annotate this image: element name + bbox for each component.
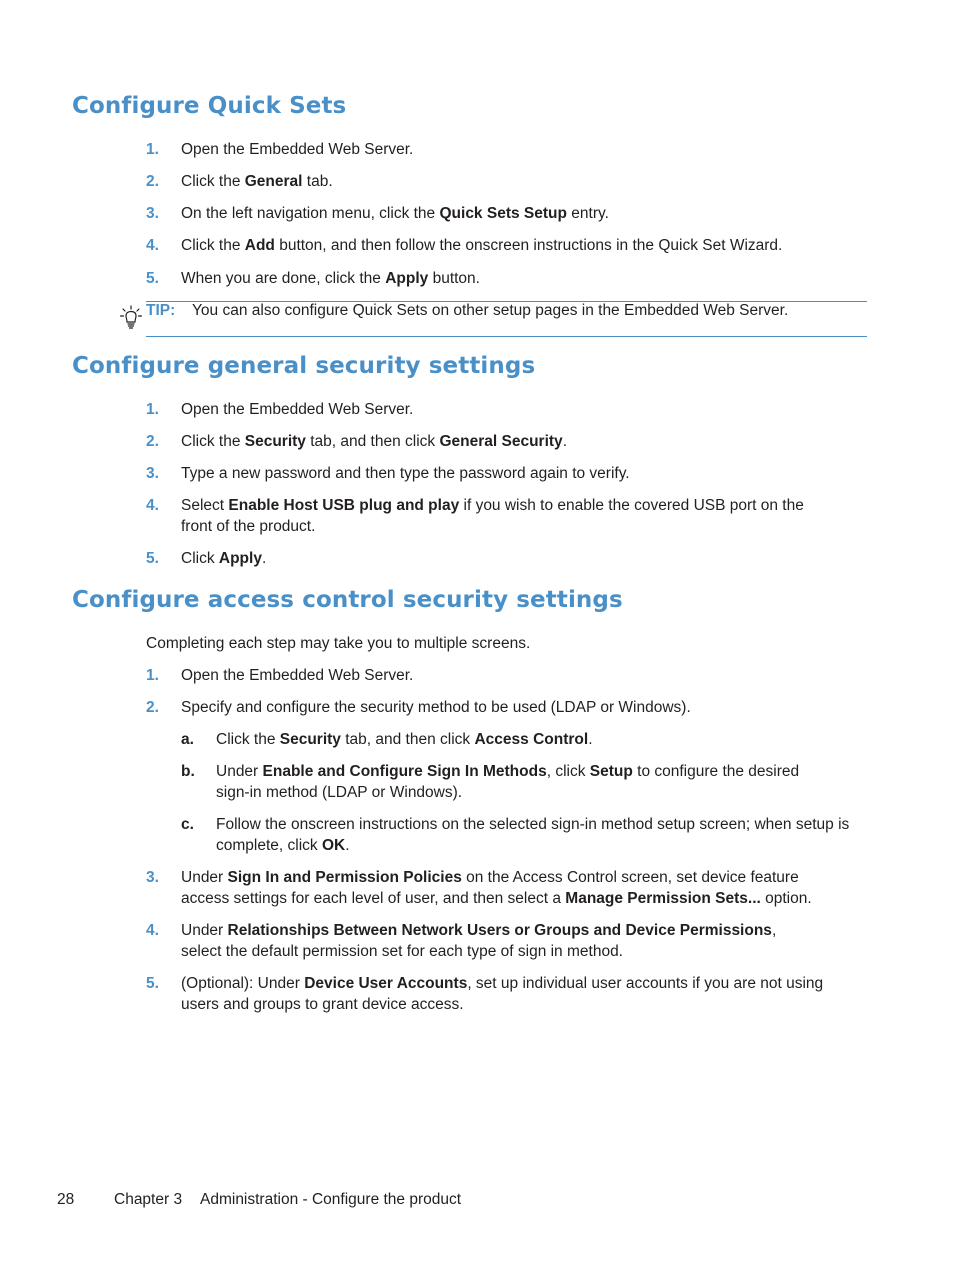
step-text: Under Sign In and Permission Policies on the Access Control screen, set device feature bbox=[181, 869, 799, 886]
step-number: 2. bbox=[146, 173, 159, 190]
section-title-access-control: Configure access control security settings bbox=[72, 587, 623, 613]
tip-rule-bottom bbox=[146, 336, 867, 337]
substep-letter: c. bbox=[181, 816, 194, 833]
section-intro: Completing each step may take you to multiple screens. bbox=[146, 635, 531, 652]
step-text: Type a new password and then type the password again to verify. bbox=[181, 465, 630, 482]
step-text: Open the Embedded Web Server. bbox=[181, 667, 414, 684]
step-text: Open the Embedded Web Server. bbox=[181, 141, 414, 158]
step-number: 2. bbox=[146, 433, 159, 450]
step-text: Specify and configure the security method to be used (LDAP or Windows). bbox=[181, 699, 691, 716]
step-text-continued: access settings for each level of user, and then select a Manage Permission Sets... option. bbox=[181, 890, 812, 907]
tip-label: TIP: bbox=[146, 302, 176, 319]
step-text-continued: front of the product. bbox=[181, 518, 316, 535]
step-number: 5. bbox=[146, 975, 159, 992]
step-number: 2. bbox=[146, 699, 159, 716]
step-number: 4. bbox=[146, 922, 159, 939]
substep-text: Click the Security tab, and then click Access Control. bbox=[216, 731, 593, 748]
footer-chapter: Chapter 3 bbox=[114, 1191, 183, 1208]
substep-text-continued: sign-in method (LDAP or Windows). bbox=[216, 784, 463, 801]
step-number: 1. bbox=[146, 667, 159, 684]
substep-text-continued: complete, click OK. bbox=[216, 837, 350, 854]
tip-text: You can also configure Quick Sets on other setup pages in the Embedded Web Server. bbox=[192, 302, 789, 319]
step-text: Click Apply. bbox=[181, 550, 267, 567]
section-title-general-security: Configure general security settings bbox=[72, 353, 536, 379]
step-number: 4. bbox=[146, 237, 159, 254]
step-text: When you are done, click the Apply button. bbox=[181, 270, 480, 287]
footer-title: Administration - Configure the product bbox=[200, 1191, 462, 1208]
step-text: Click the Security tab, and then click General Security. bbox=[181, 433, 567, 450]
step-number: 5. bbox=[146, 270, 159, 287]
step-text: Click the General tab. bbox=[181, 173, 333, 190]
step-number: 1. bbox=[146, 141, 159, 158]
step-number: 3. bbox=[146, 465, 159, 482]
step-number: 5. bbox=[146, 550, 159, 567]
substep-letter: b. bbox=[181, 763, 195, 780]
step-text: Select Enable Host USB plug and play if you wish to enable the covered USB port on the bbox=[181, 497, 804, 514]
step-text: On the left navigation menu, click the Quick Sets Setup entry. bbox=[181, 205, 609, 222]
step-text-continued: select the default permission set for each type of sign in method. bbox=[181, 943, 623, 960]
step-number: 1. bbox=[146, 401, 159, 418]
step-text: (Optional): Under Device User Accounts, set up individual user accounts if you are not using bbox=[181, 975, 824, 992]
page-number: 28 bbox=[57, 1191, 75, 1208]
step-text: Under Relationships Between Network Users or Groups and Device Permissions, bbox=[181, 922, 777, 939]
step-text-continued: users and groups to grant device access. bbox=[181, 996, 464, 1013]
step-number: 4. bbox=[146, 497, 159, 514]
section-title-quick-sets: Configure Quick Sets bbox=[72, 93, 347, 119]
step-text: Open the Embedded Web Server. bbox=[181, 401, 414, 418]
step-text: Click the Add button, and then follow the onscreen instructions in the Quick Set Wizard. bbox=[181, 237, 783, 254]
substep-letter: a. bbox=[181, 731, 194, 748]
lightbulb-icon bbox=[120, 305, 142, 329]
step-number: 3. bbox=[146, 869, 159, 886]
substep-text: Under Enable and Configure Sign In Methods, click Setup to configure the desired bbox=[216, 763, 800, 780]
substep-text: Follow the onscreen instructions on the selected sign-in method setup screen; when setup is bbox=[216, 816, 850, 833]
step-number: 3. bbox=[146, 205, 159, 222]
